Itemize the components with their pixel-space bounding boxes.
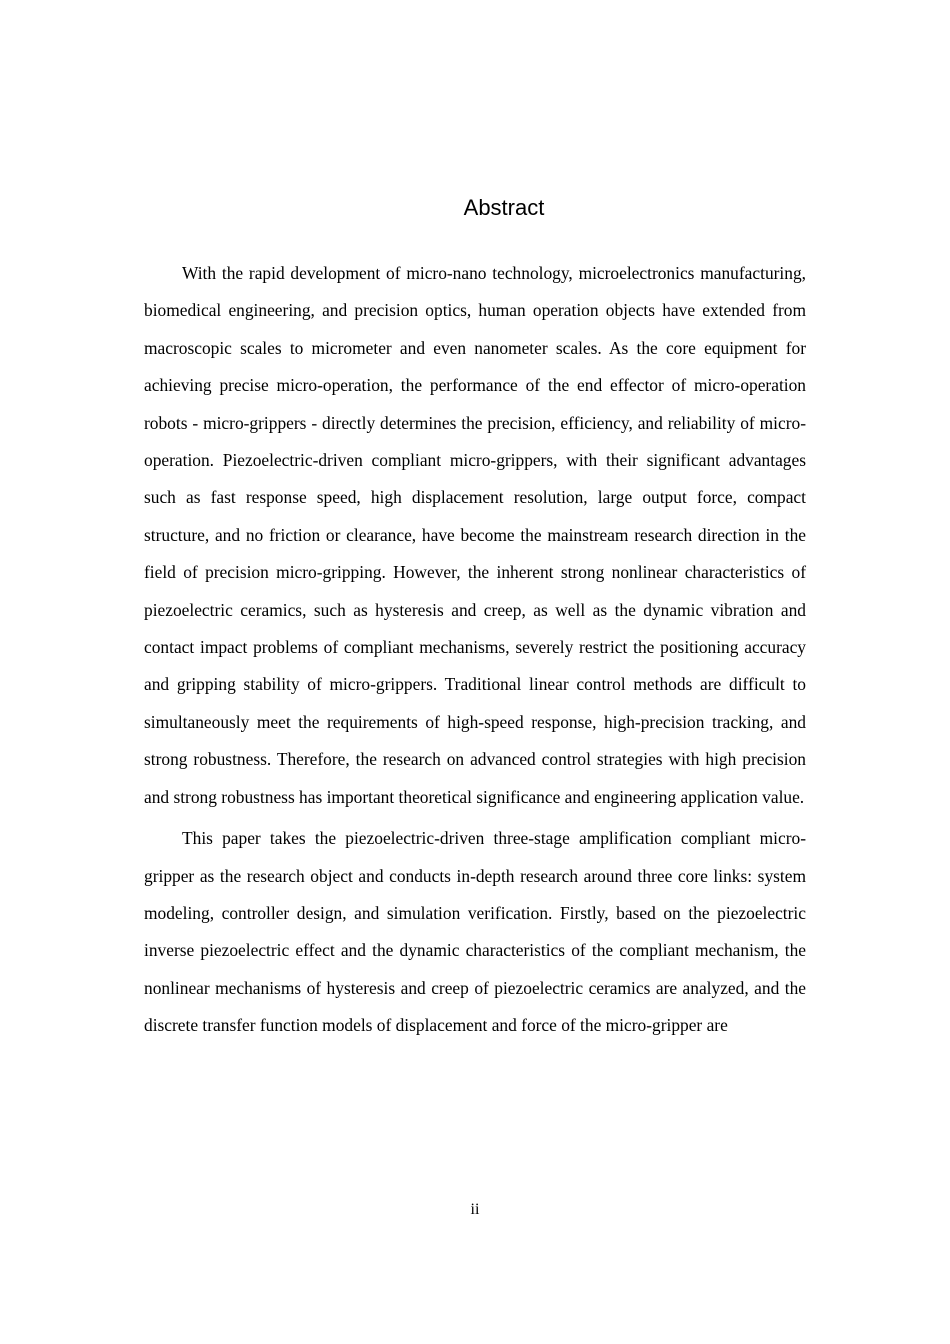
abstract-paragraph-2: This paper takes the piezoelectric-driven three-stage amplification compliant micro-gripper as the research object and conducts in-depth research around three core links: system modeling, controller design, and simulation verification. Firstly, based on the piezoelectric inverse piezoelectric effect and the dynamic characteristics of the compliant mechanism, the nonlinear mechanisms of hysteresis and creep of piezoelectric ceramics are analyzed, and the discrete transfer function models of displacement and force of the micro-gripper are (144, 828, 806, 1036)
page-number: ii (470, 1201, 480, 1218)
abstract-body (144, 255, 806, 1045)
abstract-paragraph-1: With the rapid development of micro-nano technology, microelectronics manufacturing, biomedical engineering, and precision optics, human operation objects have extended from macroscopic scales to micrometer and even nanometer scales. As the core equipment for achieving precise micro-operation, the performance of the end effector of micro-operation robots - micro-grippers - directly determines the precision, efficiency, and reliability of micro-operation. Piezoelectric-driven compliant micro-grippers, with their significant advantages such as fast response speed, high displacement resolution, large output force, compact structure, and no friction or clearance, have become the mainstream research direction in the field of precision micro-gripping. However, the inherent strong nonlinear characteristics of piezoelectric ceramics, such as hysteresis and creep, as well as the dynamic vibration and contact impact problems of compliant mechanisms, severely restrict the positioning accuracy and gripping stability of micro-grippers. Traditional linear control methods are difficult to simultaneously meet the requirements of high-speed response, high-precision tracking, and strong robustness. Therefore, the research on advanced control strategies with high precision and strong robustness has important theoretical significance and engineering application value. (144, 263, 806, 807)
page-title: Abstract (463, 195, 545, 220)
